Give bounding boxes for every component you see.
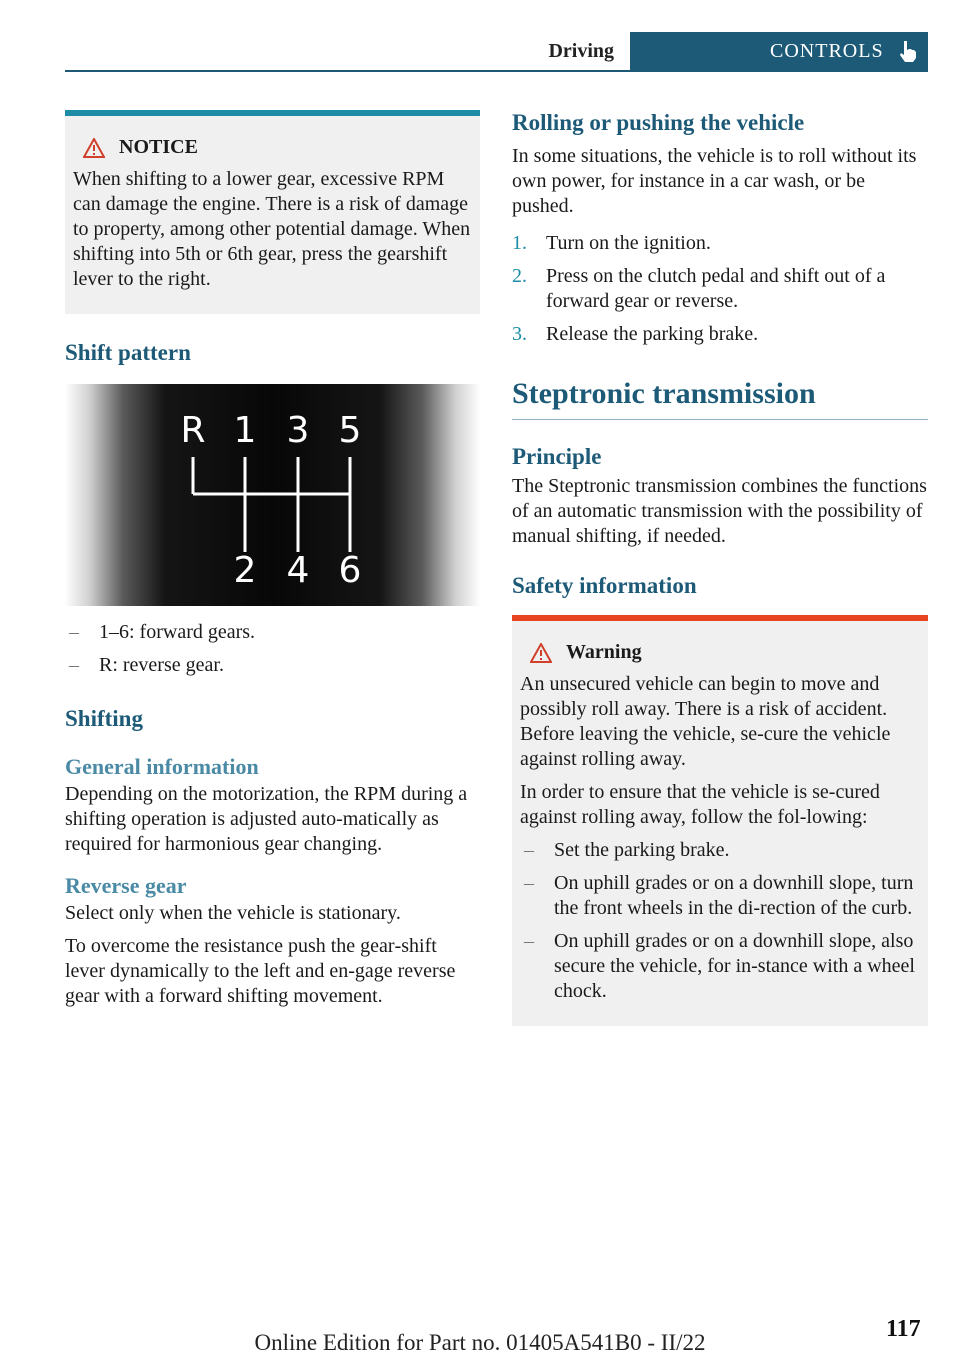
gear-label-3: 3 [286, 410, 310, 451]
warning-list [520, 838, 920, 1004]
page-header [65, 32, 928, 72]
gear-label-r: R [180, 410, 206, 451]
gear-label-5: 5 [338, 410, 362, 451]
warning-triangle-icon [83, 138, 105, 158]
warning-box [512, 615, 928, 1026]
rolling-heading: Rolling or pushing the vehicle [512, 110, 805, 135]
shift-pattern-list [65, 620, 480, 678]
gear-label-1: 1 [233, 410, 257, 451]
right-column [512, 110, 928, 1026]
notice-box [65, 110, 480, 314]
warning-text-2: In order to ensure that the vehicle is se‐cured against rolling away, follow the fol‐lowing: [520, 781, 880, 828]
reverse-gear-heading: Reverse gear [65, 873, 187, 898]
list-item: – On uphill grades or on a downhill slope, turn the front wheels in the di‐rection of the curb. [524, 872, 914, 919]
gear-label-4: 4 [286, 550, 310, 591]
rolling-steps [512, 231, 928, 347]
list-item: – On uphill grades or on a downhill slope, also secure the vehicle, for in‐stance with a wheel chock. [524, 930, 915, 1002]
general-info-text: Depending on the motorization, the RPM during a shifting operation is adjusted auto‐matically as required for harmonious gear changing. [65, 783, 468, 855]
gear-label-6: 6 [338, 550, 362, 591]
reverse-gear-text-2: To overcome the resistance push the gear‐shift lever dynamically to the left and en‐gage reverse gear with a forward shifting movement. [65, 935, 456, 1007]
pointing-hand-icon [896, 39, 918, 63]
chapter-title: CONTROLS [770, 40, 884, 62]
safety-heading: Safety information [512, 573, 697, 598]
page-number: 117 [886, 1316, 921, 1342]
chapter-tab [630, 32, 928, 70]
steptronic-heading: Steptronic transmission [512, 377, 816, 410]
edition-footer: Online Edition for Part no. 01405A541B0 - II/22 [254, 1330, 706, 1355]
notice-title: NOTICE [119, 136, 198, 158]
section-title: Driving [548, 40, 614, 62]
list-item: 2. Press on the clutch pedal and shift out of a forward gear or reverse. [512, 265, 886, 312]
list-item: 1. Turn on the ignition. [512, 232, 711, 254]
list-item: 3. Release the parking brake. [512, 323, 759, 345]
warning-text: An unsecured vehicle can begin to move and possibly roll away. There is a risk of accident. Before leaving the vehicle, se‐cure the vehicle against rolling away. [520, 673, 891, 770]
principle-heading: Principle [512, 444, 602, 469]
list-item: – R: reverse gear. [69, 654, 224, 676]
shifting-heading: Shifting [65, 706, 143, 731]
shift-pattern-image [65, 384, 480, 606]
list-item: – 1–6: forward gears. [69, 621, 256, 643]
left-column [65, 110, 480, 1017]
gear-label-2: 2 [233, 550, 257, 591]
warning-triangle-icon [530, 643, 552, 663]
shift-pattern-heading: Shift pattern [65, 340, 191, 365]
warning-title: Warning [566, 641, 642, 663]
general-info-heading: General information [65, 754, 259, 779]
notice-text: When shifting to a lower gear, excessive RPM can damage the engine. There is a risk of damage to property, among other potential damage. When shifting into 5th or 6th gear, press the gearshift lever to the right. [73, 168, 471, 290]
principle-text: The Steptronic transmission combines the functions of an automatic transmission with the possibility of manual shifting, if needed. [512, 475, 927, 547]
list-item: – Set the parking brake. [524, 839, 730, 861]
reverse-gear-text: Select only when the vehicle is stationary. [65, 902, 401, 924]
rolling-text: In some situations, the vehicle is to roll without its own power, for instance in a car wash, or be pushed. [512, 145, 917, 217]
